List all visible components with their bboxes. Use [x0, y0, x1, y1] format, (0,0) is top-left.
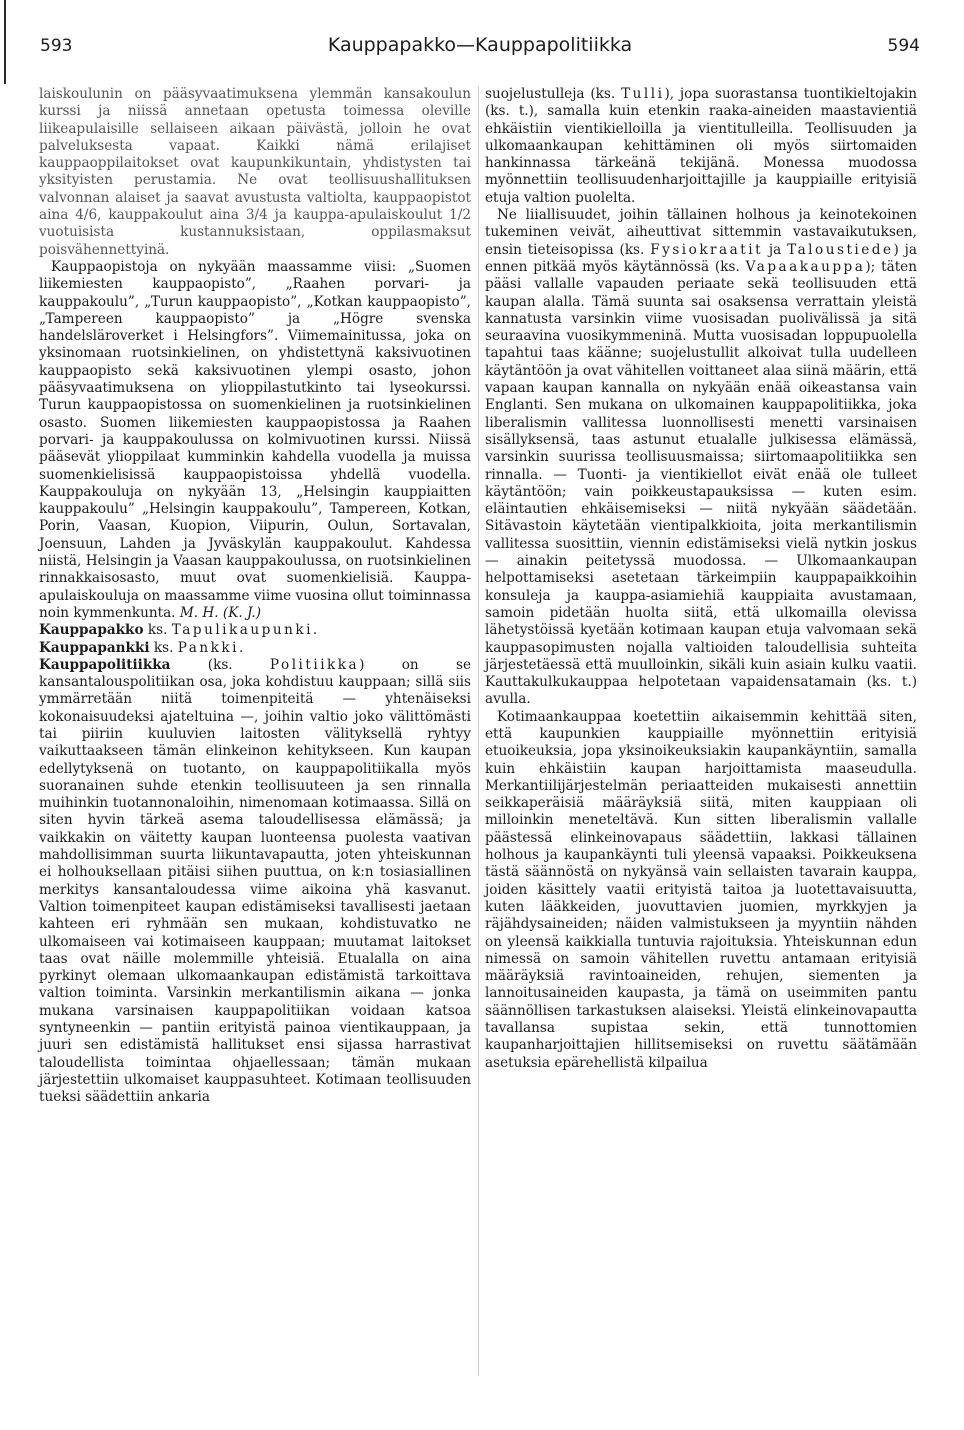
cross-reference: Vapaakauppa: [745, 258, 866, 275]
cross-reference: Tapulikaupunki: [171, 622, 313, 639]
cross-reference: Tulli: [621, 86, 665, 102]
paragraph: laiskoulunin on pääsyvaatimuksena ylemmän kansakoulun kurssi ja niissä annetaan opetusta toimessa oleville liikeapulaisille sellaiseen aikaan päivästä, jolloin he ovat palveluksesta vapaat. Kaikki nämä erilajiset kauppaoppilaitokset ovat kaupunkikuntain, yhdistysten tai yksityisten perustamia. Ne ovat teollisuushallituksen valvonnan alaiset ja saavat avustusta valtiolta, kauppaopistot aina 4/6, kauppakoulut aina 3/4 ja kauppa-apulaiskoulut 1/2 vuotuisista kustannuksistaan, oppilasmaksut poisvähennettyinä.: [39, 86, 471, 258]
author-signature: M. H. (K. J.): [179, 604, 262, 621]
page-number-right: 594: [887, 36, 920, 56]
entry-term: Kauppapankki: [39, 639, 150, 656]
column-divider: [478, 86, 479, 1376]
entry-kauppapakko: Kauppapakko ks. Tapulikaupunki.: [39, 622, 318, 639]
binding-edge-rule: [4, 0, 6, 84]
entry-term: Kauppapolitiikka: [39, 656, 171, 673]
running-head: Kauppapakko—Kauppapolitiikka: [327, 34, 633, 56]
entry-term: Kauppapakko: [39, 622, 144, 639]
left-column: [39, 86, 471, 1107]
entry-kauppapankki: Kauppapankki ks. Pankki.: [39, 639, 244, 656]
entry-ref-prefix: (ks.: [207, 656, 233, 673]
cross-reference: Fysiokraatit: [650, 241, 764, 258]
page-header: [40, 36, 920, 66]
entry-body: ) on se kansantalouspolitiikan osa, joka kohdistuu kauppaan; sillä siis ymmärretään niitä toimenpiteitä — yhtenäiseksi kokonaisuudeksi ajateltuina —, joihin valtio joko välittömästi tai piiriin kuuluvien laitosten välityksellä ryhtyy vaikuttaakseen tämän elinkeinon kehitykseen. Kun kaupan edellytyksenä on tuotanto, on kauppapolitiikalla myös suoranainen suhde etenkin teollisuuteen ja sen rinnalla muihinkin tuotannonaloihin, nimenomaan kotimaassa. Sillä on siten hyvin tärkeä asema taloudellisessa elämässä; ja vaikkakin on väitetty kaupan luonteensa puolesta vaativan mahdollisimman suurta liikuntavapautta, joten yhteiskunnan ei holhouksellaan pitäisi siihen puuttua, on k:n tosiasiallinen merkitys kansantaloudessa viime aikoina yhä kasvanut. Valtion toimenpiteet kaupan edistämiseksi tavallisesti jaetaan kahteen eri ryhmään sen mukaan, kohdistuvatko ne ulkomaiseen vai kotimaiseen kauppaan; muutamat laitokset taas ovat näille molemmille yhteisiä. Etualalla on aina pyrkinyt olemaan ulkomaankaupan edistämistä tarkoittava valtion toiminta. Varsinkin merkantilismin aikana — jonka mukana varsinaisen kauppapolitiikan voidaan katsoa syntyneenkin — pantiin erityistä painoa vientikauppaan, ja juuri sen edistämistä hallitukset ensi sijassa harrastivat taloudellista toimintaa ohjaellessaan; tämän mukaan järjestettiin ulkomaiset kauppasuhteet. Kotimaan teollisuuden tueksi säädettiin ankaria: [39, 656, 471, 1106]
entry-ref-prefix: ks.: [147, 622, 168, 639]
paragraph: Ne liiallisuudet, joihin tällainen holhous ja keinotekoinen tukeminen veivät, aiheuttivat sittemmin vastavaikutuksen, ensin tieteisopissa (ks. Fysiokraatit ja Taloustiede) ja ennen pitkää myös käytännössä (ks. Vapaakauppa); täten pääsi vallalle vapauden periaate sekä teollisuuden että kaupan alalla. Tämä suunta sai osaksensa verrattain yleistä kannatusta varsinkin viime vuosisadan puolivälissä ja sitä seuraavina vuosikymmeninä. Mutta vuosisadan loppupuolella tapahtui taas käänne; suojelustullit alkoivat tulla uudelleen käytäntöön ja ovat vähitellen voittaneet alaa siinä määrin, että vapaan kaupan kannalla on nykyään enää oikeastansa vain Englanti. Sen mukana on ulkomainen kauppapolitiikka, joka liberalismin vallitessa luonnollisesti menetti varsinaisen sisällyksensä, taas astunut etualalle julkisessa elämässä, varsinkin suurissa teollisuusmaissa; siirtomaapolitiikka sen rinnalla. — Tuonti- ja vientikiellot eivät enää ole tulleet käytäntöön; vain poikkeustapauksissa — kuten esim. eläintautien ehkäisemiseksi — niitä nykyään säädetään. Sitävastoin käytetään vientipalkkioita, joita merkantilismin vallitessa suosittiin, viennin edistämiseksi vielä nytkin joskus — ainakin peitetyssä muodossa. — Ulkomaankaupan helpottamiseksi asetetaan tärkeimpiin kauppapaikkoihin konsuleja ja kauppa-asiamiehiä kauppiaita avustamaan, samoin pidetään huolta siitä, että ulkomailla olevissa lähetystöissä kyetään kotimaan kaupan etuja valvomaan sekä kauppasopimusten nojalla valtioiden taloudellisia suhteita järjestetäessä että muulloinkin, sikäli kuin asiain kulku vaatii. Kauttakulkukauppaa helpotetaan vapaidensatamain (ks. t.) avulla.: [485, 207, 918, 708]
paragraph: suojelustulleja (ks. Tulli), jopa suorastansa tuontikieltojakin (ks. t.), samalla kuin etenkin raaka-aineiden maastavientiä ehkäistiin vientikielloilla ja vientitulleilla. Teollisuuden ja ulkomaankaupan kehittäminen oli myös siirtomaiden hankinnassa tärkeänä tekijänä. Monessa muodossa myönnettiin teollisuudenharjoittajille ja kauppiaille erityisiä etuja valtion puolelta.: [485, 86, 917, 206]
cross-reference: Taloustiede: [787, 241, 894, 258]
page-number-left: 593: [40, 36, 73, 56]
paragraph-text: Kauppaopistoja on nykyään maassamme viisi: „Suomen liikemiesten kauppaopisto”, „Raahen porvari- ja kauppakoulu”, „Turun kauppaopisto”, „Kotkan kauppaopisto”, „Tampereen kauppaopisto” ja „Högre svenska handelsläroverket i Helsingfors”. Viimemainitussa, joka on yksinomaan ruotsinkielinen, on yhdistettynä kaksivuotinen kauppaopisto sekä kaksivuotinen ylempi osasto, johon pääsyvaatimuksena on ylioppilastutkinto tai lyseokurssi. Turun kauppaopistossa on suomenkielinen ja ruotsinkielinen osasto. Suomen liikemiesten kauppaopistossa ja Raahen porvari- ja kauppakoulussa on kolmivuotinen kurssi. Niissä pääsevät ylioppilaat kumminkin kahdella vuodella ja muissa suomenkielisissä kauppaopistoissa yhdellä vuodella. Kauppakouluja on nykyään 13, „Helsingin kauppiaitten kauppakoulu” „Helsingin kauppakoulu”, Tampereen, Kotkan, Porin, Vaasan, Kuopion, Viipurin, Oulun, Sortavalan, Joensuun, Lahden ja Jyväskylän kauppakoulut. Kahdessa niistä, Helsingin ja Vaasan kauppakoulussa, on ruotsinkielinen rinnakkaisosasto, muut ovat suomenkielisiä. Kauppa-apulaiskouluja on maassamme viime vuosina ollut toiminnassa noin kymmenkunta.: [39, 258, 471, 621]
paragraph: Kotimaankauppaa koetettiin aikaisemmin kehittää siten, että kaupunkien kauppiaille myönnettiin erityisiä etuoikeuksia, jopa yksinoikeuksiakin kaupankäyntiin, samalla kuin ehkäistiin kaupan harjoittamista maaseudulla. Merkantiilijärjestelmän periaatteiden mukaisesti annettiin seikkaperäisiä määräyksiä siitä, miten kauppiaan oli milloinkin meneteltävä. Kun sitten liberalismin vallalle päästessä elinkeinovapaus säädettiin, lakkasi tällainen holhous ja kaupankäynti tuli yleensä vapaaksi. Poikkeuksena tästä säännöstä on nykyänsä vain sellaisten tavarain kauppa, joiden käsittely vaatii erityistä taitoa ja luotettavaisuutta, kuten lääkkeiden, juovuttavien juomien, myrkkyjen ja räjähdysaineiden; näiden valmistukseen ja myyntiin nähden on yleensä kaikkialla tuntuvia rajoituksia. Yhteiskunnan edun nimessä on samoin vähitellen ruvettu antamaan erityisiä määräyksiä ravintoaineiden, rehujen, siementen ja lannoitusaineiden kaupasta, ja tämä on useimmiten pantu säännöllisen tarkastuksen alaiseksi. Yleistä elinkeinovapautta tavallansa supistaa sekin, että tunnottomien kaupanharjoittajien hillitsemiseksi on ruvettu säätämään asetuksia epärehellistä kilpailua: [485, 708, 917, 1071]
entry-ref-prefix: ks.: [153, 639, 174, 656]
right-column: [485, 86, 917, 1072]
entry-kauppapolitiikka: [39, 657, 471, 1107]
cross-reference: Pankki: [177, 639, 239, 656]
paragraph: [39, 259, 471, 622]
cross-reference: Politiikka: [269, 656, 360, 673]
